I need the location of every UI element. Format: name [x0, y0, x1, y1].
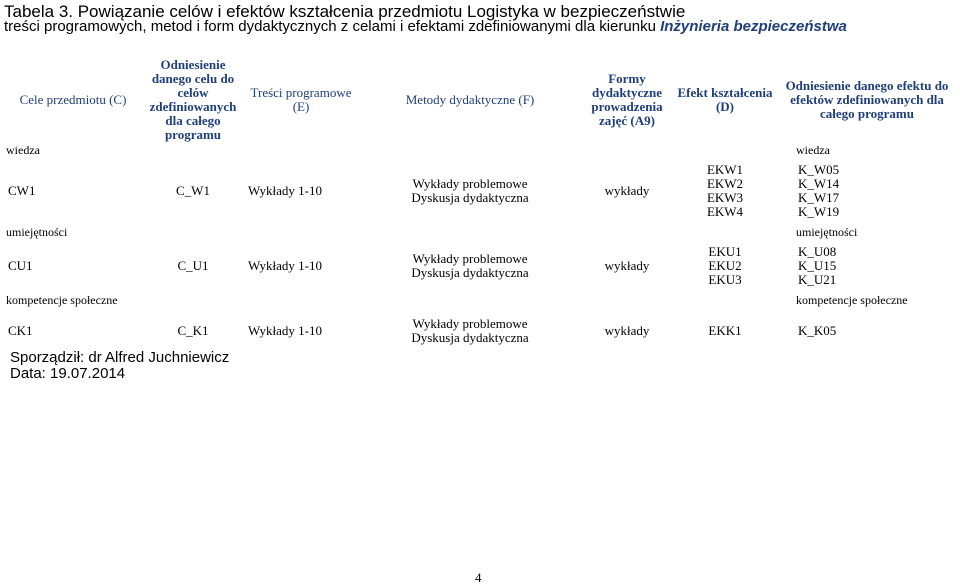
tresci-cu1: Wykłady 1-10	[248, 258, 322, 273]
subtitle-kierunek: Inżynieria bezpieczeństwa	[660, 18, 847, 35]
efekt-ekw3: EKW3	[706, 190, 744, 205]
section-label-kompetencje-right: kompetencje społeczne	[796, 293, 908, 307]
table-subtitle	[4, 18, 956, 36]
formy-efekty-cw1	[582, 158, 778, 224]
section-label-wiedza: wiedza	[6, 143, 40, 157]
formy-cw1: wykłady	[604, 183, 650, 198]
table-title: Tabela 3. Powiązanie celów i efektów kształcenia przedmiotu Logistyka w bezpieczeństwie	[4, 2, 686, 21]
tresci-ck1: Wykłady 1-10	[248, 323, 322, 338]
metody-cu1-line1: Wykłady problemowe	[412, 251, 528, 266]
odn-k-w14: K_W14	[798, 176, 840, 191]
efekty-ck1	[672, 324, 778, 338]
efekt-ekw4: EKW4	[706, 204, 744, 219]
odniesienie-ck1: C_K1	[177, 323, 209, 338]
efekt-eku1: EKU1	[708, 244, 742, 259]
header-efekt: Efekt kształcenia (D)	[677, 85, 773, 114]
formy-ck1: wykłady	[604, 323, 650, 338]
metody-ck1	[358, 308, 582, 354]
section-row-kompetencje	[4, 292, 956, 308]
odn-k-k05: K_K05	[798, 323, 837, 338]
metody-cw1	[358, 158, 582, 224]
metody-ck1-line2: Dyskusja dydaktyczna	[411, 330, 529, 345]
odniesienia-ck1	[778, 308, 956, 354]
odn-k-u08: K_U08	[798, 244, 837, 259]
efekt-eku2: EKU2	[708, 258, 742, 273]
footer	[10, 350, 229, 382]
footer-author: Sporządził: dr Alfred Juchniewicz	[10, 349, 230, 366]
header-formy-efekt-inner	[582, 72, 778, 128]
odn-k-w19: K_W19	[798, 204, 840, 219]
table-row-w	[4, 158, 956, 224]
tresci-cw1: Wykłady 1-10	[248, 183, 322, 198]
section-label-umiejetnosci-right: umiejętności	[796, 225, 858, 239]
metody-cu1	[358, 240, 582, 292]
relations-table	[4, 58, 956, 354]
section-label-umiejetnosci: umiejętności	[6, 225, 68, 239]
section-label-kompetencje: kompetencje społeczne	[6, 293, 118, 307]
header-metody: Metody dydaktyczne (F)	[405, 92, 535, 107]
odniesienie-cu1: C_U1	[177, 258, 209, 273]
metody-cw1-line2: Dyskusja dydaktyczna	[411, 190, 529, 205]
cel-cu1: CU1	[8, 258, 33, 273]
header-formy-efekt	[582, 58, 778, 142]
section-row-umiejetnosci	[4, 224, 956, 240]
formy-cu1: wykłady	[604, 258, 650, 273]
header-odniesienie-celu: Odniesienie danego celu do celów zdefiniowanych dla całego programu	[149, 57, 237, 142]
efekt-ekw2: EKW2	[706, 176, 744, 191]
efekty-cw1	[672, 163, 778, 219]
odn-k-w05: K_W05	[798, 162, 840, 177]
efekt-ekw1: EKW1	[706, 162, 744, 177]
metody-cu1-line2: Dyskusja dydaktyczna	[411, 265, 529, 280]
header-row	[4, 58, 956, 142]
efekt-eku3: EKU3	[708, 272, 742, 287]
header-tresci: Treści programowe (E)	[250, 85, 352, 114]
odniesienia-cw1	[778, 158, 956, 224]
metody-ck1-line1: Wykłady problemowe	[412, 316, 528, 331]
formy-efekty-cu1	[582, 240, 778, 292]
cel-ck1: CK1	[8, 323, 33, 338]
header-cele: Cele przedmiotu (C)	[19, 92, 127, 107]
odn-k-u15: K_U15	[798, 258, 837, 273]
section-row-wiedza	[4, 142, 956, 158]
odn-k-u21: K_U21	[798, 272, 837, 287]
section-label-wiedza-right: wiedza	[796, 143, 830, 157]
odniesienie-cw1: C_W1	[176, 183, 210, 198]
odniesienia-cu1	[778, 240, 956, 292]
formy-efekty-ck1	[582, 308, 778, 354]
cel-cw1: CW1	[8, 183, 36, 198]
page-number: 4	[475, 570, 482, 585]
subtitle-text: treści programowych, metod i form dydaktycznych z celami i efektami zdefiniowanymi dla kierunku	[4, 18, 661, 35]
metody-cw1-line1: Wykłady problemowe	[412, 176, 528, 191]
table-row-u	[4, 240, 956, 292]
header-odniesienie-efektu: Odniesienie danego efektu do efektów zdefiniowanych dla całego programu	[785, 78, 949, 121]
efekty-cu1	[672, 245, 778, 287]
header-formy: Formy dydaktyczne prowadzenia zajęć (A9)	[591, 71, 663, 128]
table-row-k	[4, 308, 956, 354]
odn-k-w17: K_W17	[798, 190, 840, 205]
efekt-ekk1: EKK1	[708, 323, 742, 338]
footer-date: Data: 19.07.2014	[10, 365, 126, 382]
